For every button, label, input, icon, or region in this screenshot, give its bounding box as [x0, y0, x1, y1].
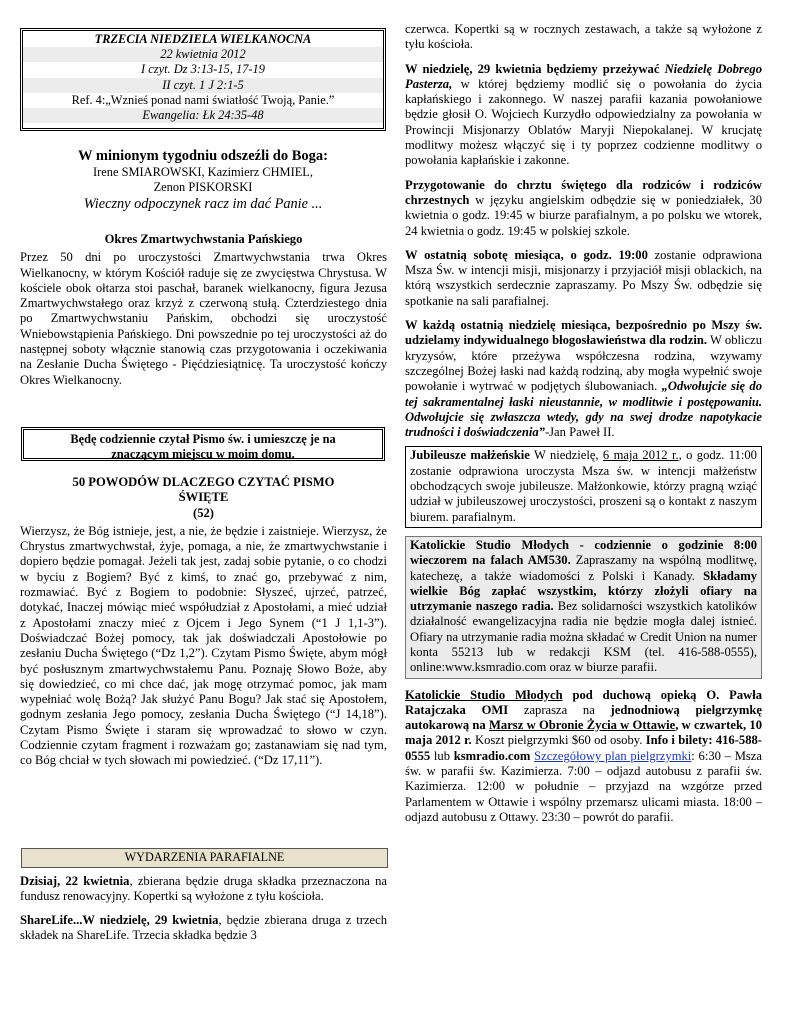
missions-mass-notice: W ostatnią sobotę miesiąca, o godz. 19:00 zostanie odprawiona Msza Św. w intencji misji, misjonarzy i przyjaciół misji oblackich, na którą wszystkich serdecznie zapraszamy. Po Mszy Św. odbędzie się spotkanie na sali parafialnej.: [405, 247, 762, 308]
good-shepherd-notice: W niedzielę, 29 kwietnia będziemy przeżywać Niedzielę Dobrego Pasterza, w której będziemy modlić się o powołania do życia kapłańskiego i zakonnego. W naszej parafii kazania powołaniowe będzie głosił O. Wojciech Kurzydło odpowiedzialny za powołania w Prowincji Misjonarzy Oblatów Maryji Niepokalanej. W krucjatę modlitwy możesz włączyć się i ty poprzez codzienne modlitwy o powołania kapłańskie i zakonne.: [405, 61, 763, 168]
reasons-heading-line1: 50 POWODÓW DLACZEGO CZYTAĆ PISMO: [72, 475, 335, 489]
events-right: [405, 22, 762, 825]
deceased-title: W minionym tygodniu odszeźli do Boga:: [78, 148, 328, 164]
sharelife-collection: ShareLife...W niedzielę, 29 kwietnia, będzie zbierana druga z trzech składek na ShareLife. Trzecia składka będzie 3: [20, 912, 388, 942]
deceased-names-line1: Irene SMIAROWSKI, Kazimierz CHMIEL,: [93, 165, 313, 179]
baptism-prep-notice: Przygotowanie do chrztu świętego dla rodziców i rodziców chrzestnych w języku angielskim odbędzie się w poniedziałek, 30 kwietnia o godz. 19:45 w biurze parafialnym, a po polsku we wtorek, 24 kwietnia o godz. 19:45 w polskiej szkole.: [405, 177, 762, 238]
today-collection: Dzisiaj, 22 kwietnia, zbierana będzie druga składka przeznaczona na fundusz renowacyjny. Kopertki są wyłożone z tyłu kościoła.: [20, 874, 387, 904]
easter-season-section: [20, 232, 387, 388]
jubilee-box: [405, 446, 762, 527]
itinerary-link[interactable]: Szczegółowy plan pielgrzymki: [534, 748, 692, 763]
scripture-pledge-box: [21, 427, 385, 461]
family-blessing-notice: W każdą ostatnią niedzielę miesiąca, bezpośrednio po Mszy św. udzielamy indywidualnego błogosławieństwa dla rodzin. W obliczu kryzysów, które przeżywa współczesna rodzina, wzywamy szczególnej Bożej łaski nad każdą rodziną, aby mogła wypełnić swoje powołanie i wytrwać w podjętych ślubowaniach. „Odwołujcie się do tej sakramentalnej łaski nieustannie, w modlitwie i postępowaniu. Odwołujcie się zwłaszcza wtedy, gdy na swej drodze napotykacie trudności i doświadczenia”-Jan Paweł II.: [405, 318, 762, 440]
sunday-title: TRZECIA NIEDZIELA WIELKANOCNA: [94, 32, 312, 46]
pilgrimage-notice: Katolickie Studio Młodych pod duchową opieką O. Pawła Ratajczaka OMI zaprasza na jednodniową pielgrzymkę autokarową na Marsz w Obronie Życia w Ottawie, w czwartek, 10 maja 2012 r. Koszt pielgrzymki $60 od osoby. Info i bilety: 416-588-0555 lub ksmradio.com Szczegółowy plan pielgrzymki: 6:30 – Msza św. w parafii św. Kazimierza. 7:00 – odjazd autobusu z parafii św. Kazimierza. 12:00 w południe – przyjazd na wzgórze przed Parlamentem w Ottawie i wspólny przemarsz ulicami miasta. 18:00 – odjazd autobusu z Ottawy. 23:30 – powrót do parafii.: [405, 687, 763, 824]
reasons-text: Wierzysz, że Bóg istnieje, jest, a nie, że będzie i zaistnieje. Wierzysz, że Chrystus zmartwychwstał, żyje, pomaga, a nie, że zmartwychwstanie i dopiero będzie pomagał. Jeżeli tak jest, zadaj sobie pytanie, o co chodzi w byciu z Bogiem? Być z kimś, to znać go, przebywać z nim, rozmawiać. Być z Bogiem to podobnie: Słyszeć, ujrzeć, patrzeć, dotykać, Inaczej mówiąc mieć współudział z Apostołami, a mieć udział z Apostołami znaczy mieć z Ojcem i Jego Synem (“1 J 1,1-3”). Doświadczać Bożej pomocy, tak jak doświadczali Apostołowie po zesłaniu Ducha Świętego (“Dz 1,2”). Czytam Pismo Święte, abym mógł być posłusznym zmartwychwstałemu Panu. Poznaję Słowo Boże, aby się dowiedzieć, co mi chce dać, jak mogę otrzymać pomoc, jak mam wypełniać wolę Bożą? Jak służyć Panu Bogu? Jak stać się Apostołem, godnym zesłania Jego pomocy, zesłania Ducha Świętego (“J 14,18”). Czytam Pismo Święte i staram się wprowadzać to słowo w czyn. Codziennie czytam fragment i rozważam go; zastanawiam się nad tym, co Bóg chciał w tych słowach mi powiedzieć. (“Dz 17,11”).: [20, 523, 387, 768]
first-reading: I czyt. Dz 3:13-15, 17-19: [141, 62, 265, 77]
pledge-line1: Będę codziennie czytał Pismo św. i umieszczę je na: [70, 432, 336, 446]
sunday-date: 22 kwietnia 2012: [23, 47, 383, 62]
reasons-heading-line2: ŚWIĘTE: [178, 490, 229, 505]
parish-events-bar: WYDARZENIA PARAFIALNE: [21, 848, 388, 868]
events-left: [20, 874, 387, 943]
deceased-section: [20, 148, 386, 213]
gospel-reading: Ewangelia: Łk 24:35-48: [23, 108, 383, 123]
jubilee-text: Jubileusze małżeńskie W niedzielę, 6 maja 2012 r., o godz. 11:00 zostanie odprawiona uroczysta Msza św. w intencji małżeństw obchodzących swoje jubileusze. Małżonkowie, którzy pragną wziąć udział w jubileuszowej uroczystości, proszeni są o kontakt z naszym biurem. parafialnym.: [410, 448, 757, 524]
radio-text: Katolickie Studio Młodych - codziennie o godzinie 8:00 wieczorem na falach AM530. Zapraszamy na wspólną modlitwę, katechezę, a także wiadomości z Polski i Kanady. Składamy wielkie Bóg zapłać wszystkim, którzy złożyli ofiary na utrzymanie naszego radia. Bez solidarności wszystkich katolików działalność ewangelizacyjna radia nie będzie mogła dalej istnieć. Ofiary na utrzymanie radia można składać w Credit Union na numer konta 55213 lub w redakcji KSM (tel. 416-588-0555), online:www.ksmradio.com oraz w biurze parafii.: [410, 537, 757, 675]
liturgy-header-box: [20, 28, 386, 131]
sharelife-continued: czerwca. Kopertki są w rocznych zestawach, a także są wyłożone z tyłu kościoła.: [405, 22, 762, 52]
reasons-section: [20, 475, 387, 769]
pledge-line2: znaczącym miejscu w moim domu.: [111, 446, 295, 461]
psalm-refrain: Ref. 4:„Wznieś ponad nami światłość Twoją, Panie.”: [71, 92, 335, 107]
easter-season-heading: Okres Zmartwychwstania Pańskiego: [104, 232, 303, 246]
radio-box: [405, 536, 762, 679]
reasons-number: (52): [193, 505, 214, 520]
deceased-names-line2: Zenon PISKORSKI: [153, 180, 253, 195]
easter-season-text: Przez 50 dni po uroczystości Zmartwychwstania trwa Okres Wielkanocny, w którym Kościół raduje się ze zwycięstwa Chrystusa. W kościele obok ołtarza stoi paschał, baranek wielkanocny, figura Jezusa Zmartwychwstałego oraz krzyż z czerwoną stułą. Czterdziestego dnia po Zmartwychwstaniu Pańskim, obchodzi się uroczystość Wniebowstąpienia Pańskiego. Dni powszednie po tej uroczystości aż do następnej soboty włącznie stanowią czas przygotowania i oczekiwania na Zesłanie Ducha Świętego - Pięćdziesiątnicę. Ta uroczystość kończy Okres Wielkanocny.: [20, 250, 387, 387]
eternal-rest-prayer: Wieczny odpoczynek racz im dać Panie ...: [83, 196, 323, 213]
second-reading: II czyt. 1 J 2:1-5: [23, 78, 383, 93]
